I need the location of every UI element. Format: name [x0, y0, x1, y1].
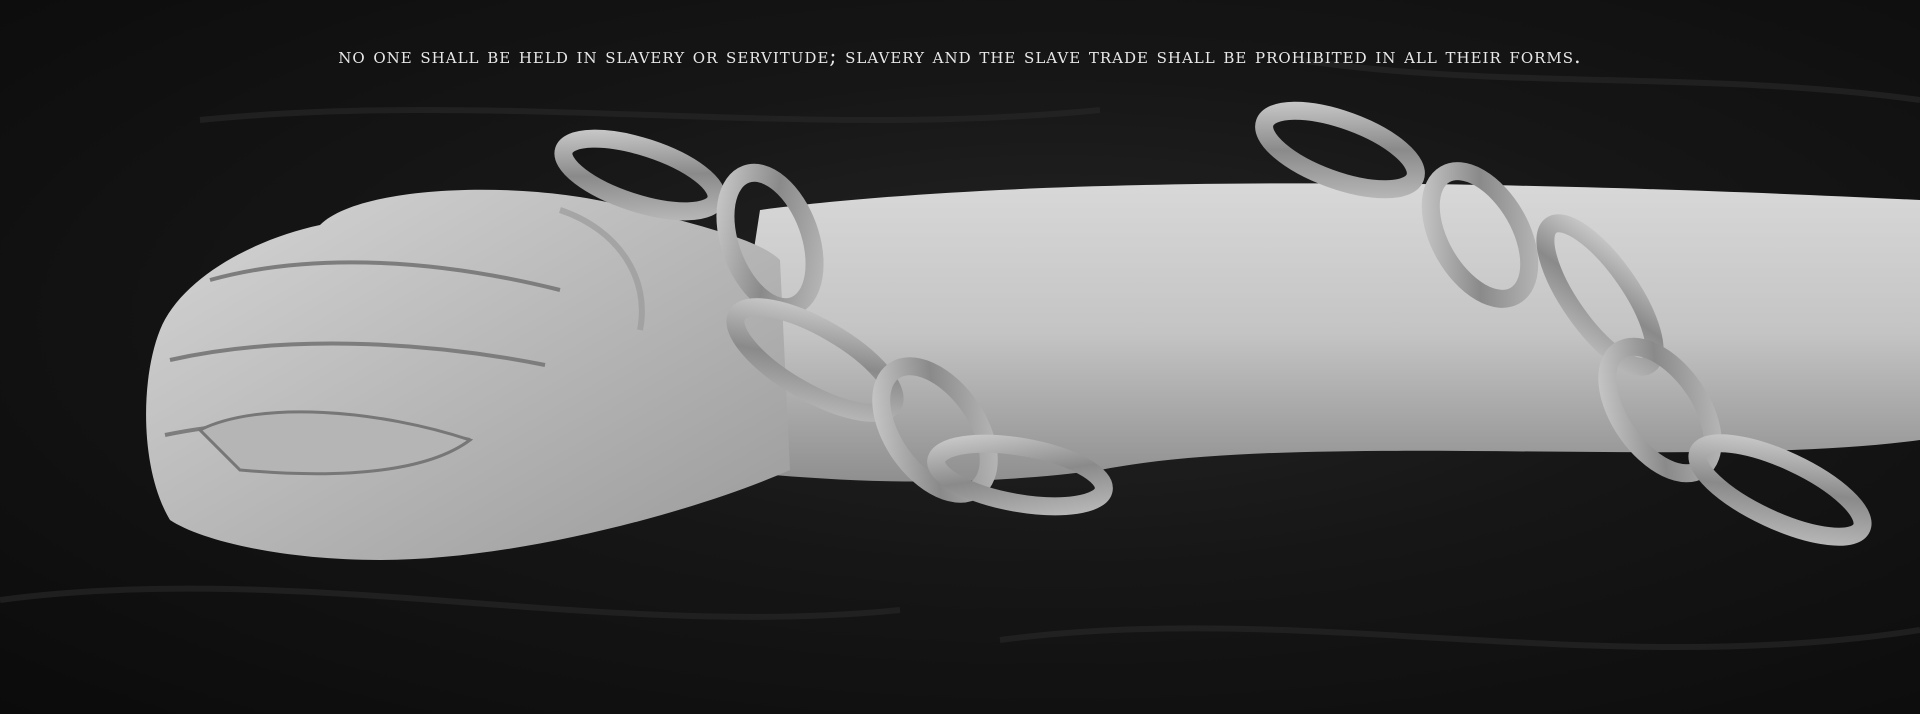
fist	[146, 190, 790, 560]
caption-text: no one shall be held in slavery or servitude; slavery and the slave trade shall be prohibited in all their forms.	[338, 44, 1582, 68]
